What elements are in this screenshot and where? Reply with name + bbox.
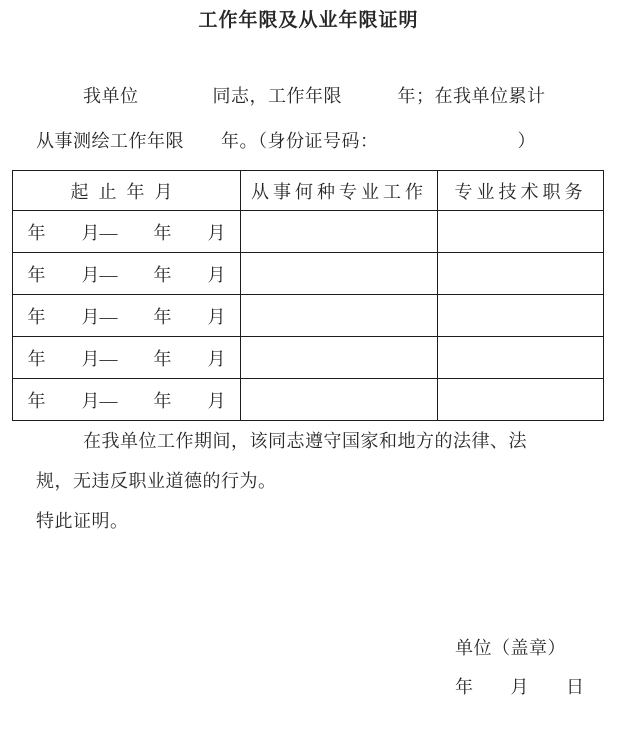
period-cell: 年 月— 年 月: [13, 337, 241, 379]
intro-paragraph: [36, 74, 594, 164]
table-row: [13, 253, 604, 295]
period-cell: 年 月— 年 月: [13, 379, 241, 421]
header-professional-title: 专业技术职务: [438, 171, 604, 211]
header-work-type: 从事何种专业工作: [241, 171, 438, 211]
period-cell: 年 月— 年 月: [13, 295, 241, 337]
intro-line-1: 我单位 同志，工作年限 年；在我单位累计: [83, 86, 546, 106]
work-cell: [241, 253, 438, 295]
title-cell: [438, 295, 604, 337]
table-row: [13, 379, 604, 421]
table-row: [13, 337, 604, 379]
work-cell: [241, 337, 438, 379]
work-cell: [241, 379, 438, 421]
unit-seal-line: 单位（盖章）: [455, 638, 566, 658]
table-row: [13, 211, 604, 253]
date-line: 年 月 日: [455, 677, 585, 697]
period-cell: 年 月— 年 月: [13, 253, 241, 295]
body-line-1: 在我单位工作期间，该同志遵守国家和地方的法律、法: [83, 431, 527, 451]
work-cell: [241, 211, 438, 253]
intro-line-2: 从事测绘工作年限 年。（身份证号码： ）: [36, 131, 536, 151]
title-cell: [438, 337, 604, 379]
work-history-table: [12, 170, 604, 421]
signature-block: [455, 629, 585, 707]
body-line-2: 规，无违反职业道德的行为。: [36, 471, 277, 491]
title-cell: [438, 253, 604, 295]
document-title: 工作年限及从业年限证明: [198, 10, 419, 31]
body-paragraph: [36, 421, 594, 541]
body-line-3: 特此证明。: [36, 511, 129, 531]
title-cell: [438, 379, 604, 421]
period-cell: 年 月— 年 月: [13, 211, 241, 253]
header-period: 起止年月: [13, 171, 241, 211]
table-row: [13, 295, 604, 337]
work-cell: [241, 295, 438, 337]
table-header-row: [13, 171, 604, 211]
title-cell: [438, 211, 604, 253]
